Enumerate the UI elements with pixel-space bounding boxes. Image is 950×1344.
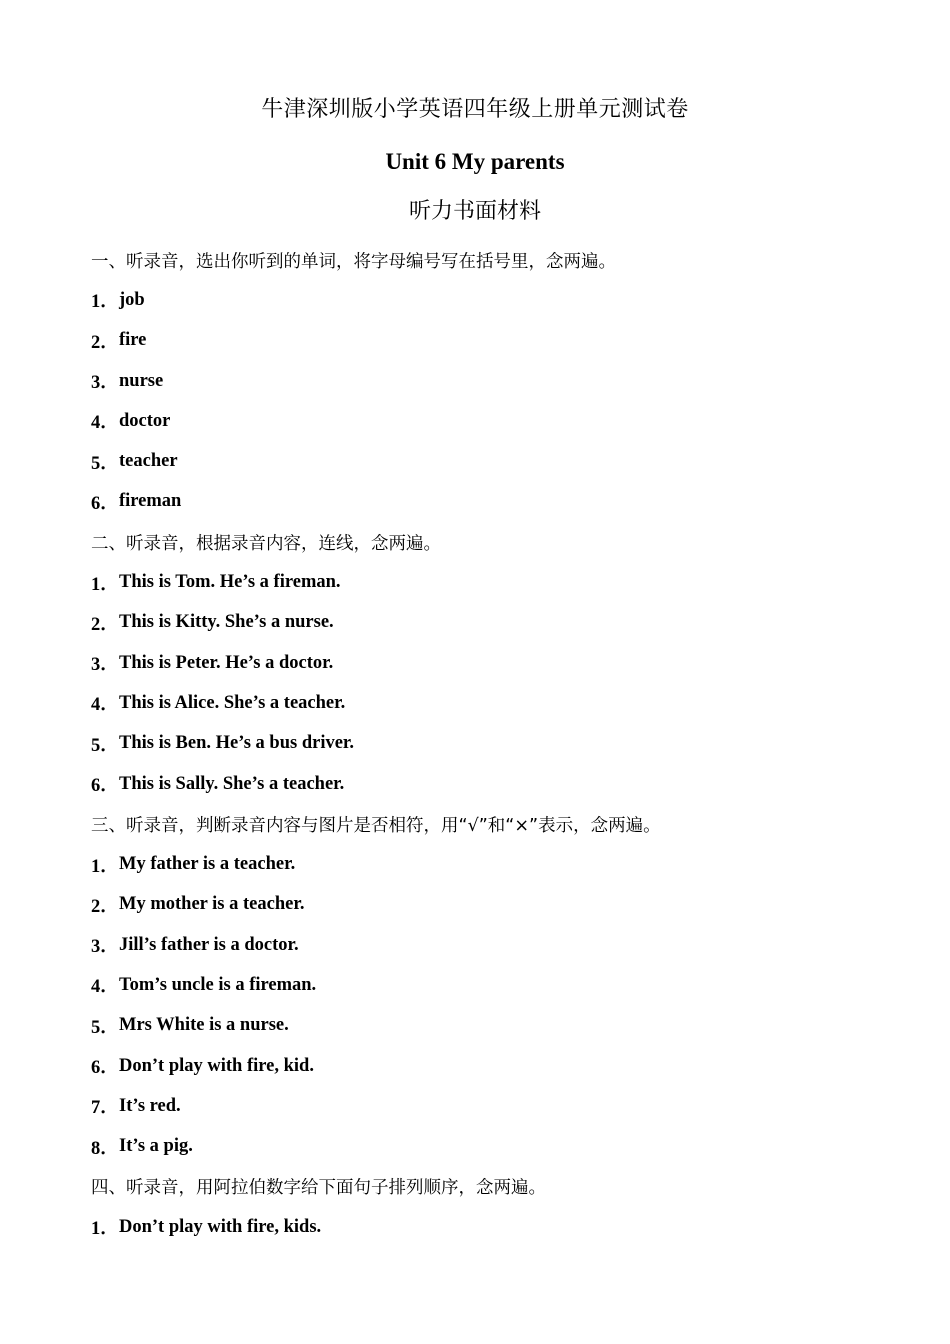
item-number: 6． <box>91 1058 119 1079</box>
list-item <box>91 401 891 441</box>
item-text: nurse <box>119 370 164 391</box>
section-heading: 四、听录音，用阿拉伯数字给下面句子排列顺序，念两遍。 <box>91 1178 546 1199</box>
item-number: 1． <box>91 1219 119 1240</box>
item-number: 5． <box>91 453 119 474</box>
list-item <box>91 361 891 401</box>
item-number: 4． <box>91 695 119 716</box>
list-item <box>91 885 891 925</box>
list-item <box>91 1006 891 1046</box>
list-item <box>91 1046 891 1086</box>
list-item <box>91 562 891 602</box>
item-number: 2． <box>91 332 119 353</box>
item-text: This is Tom. He’s a fireman. <box>119 572 341 593</box>
document-title: 牛津深圳版小学英语四年级上册单元测试卷 <box>261 97 689 122</box>
list-item <box>91 1207 891 1247</box>
list-item <box>91 925 891 965</box>
item-number: 6． <box>91 776 119 796</box>
item-text: job <box>119 289 145 310</box>
item-number: 1． <box>91 292 119 313</box>
item-number: 2． <box>91 614 119 635</box>
item-number: 5． <box>91 1017 119 1038</box>
list-item <box>91 603 891 643</box>
item-number: 3． <box>91 937 119 958</box>
list-item <box>91 441 891 481</box>
item-number: 5． <box>91 735 119 756</box>
unit-title: Unit 6 My parents <box>385 149 565 174</box>
list-item <box>91 965 891 1005</box>
content-body <box>91 240 891 1247</box>
list-item <box>91 683 891 723</box>
list-item <box>91 280 891 320</box>
item-text: Mrs White is a nurse. <box>119 1015 289 1036</box>
item-text: This is Kitty. She’s a nurse. <box>119 612 334 633</box>
item-text: My father is a teacher. <box>119 854 296 875</box>
item-text: This is Peter. He’s a doctor. <box>119 652 334 673</box>
item-text: Don’t play with fire, kid. <box>119 1055 314 1076</box>
list-item <box>91 764 891 804</box>
section-heading: 一、听录音，选出你听到的单词，将字母编号写在括号里，念两遍。 <box>91 251 616 272</box>
item-text: This is Sally. She’s a teacher. <box>119 773 345 794</box>
item-text: It’s red. <box>119 1095 181 1116</box>
section-heading: 二、听录音，根据录音内容，连线，念两遍。 <box>91 533 441 554</box>
item-number: 3． <box>91 655 119 676</box>
item-text: doctor <box>119 410 171 431</box>
list-item <box>91 1086 891 1126</box>
item-text: Don’t play with fire, kids. <box>119 1216 322 1237</box>
item-text: My mother is a teacher. <box>119 894 305 915</box>
list-item <box>91 643 891 683</box>
item-text: fire <box>119 330 147 351</box>
item-text: This is Alice. She’s a teacher. <box>119 692 346 713</box>
list-item <box>91 724 891 764</box>
item-text: It’s a pig. <box>119 1136 193 1157</box>
list-item <box>91 1127 891 1167</box>
list-item <box>91 844 891 884</box>
list-item <box>91 321 891 361</box>
item-number: 1． <box>91 574 119 595</box>
item-number: 4． <box>91 977 119 998</box>
item-text: This is Ben. He’s a bus driver. <box>119 733 355 754</box>
list-item <box>91 482 891 522</box>
item-number: 7． <box>91 1098 119 1119</box>
item-number: 8． <box>91 1138 119 1159</box>
item-text: fireman <box>119 491 182 512</box>
item-text: Jill’s father is a doctor. <box>119 934 299 955</box>
item-number: 4． <box>91 413 119 434</box>
item-text: Tom’s uncle is a fireman. <box>119 974 317 995</box>
section-heading: 三、听录音，判断录音内容与图片是否相符，用“√”和“×”表示，念两遍。 <box>91 815 661 836</box>
item-text: teacher <box>119 451 178 472</box>
document-subtitle: 听力书面材料 <box>408 199 541 224</box>
item-number: 2． <box>91 896 119 917</box>
item-number: 6． <box>91 493 119 514</box>
item-number: 3． <box>91 373 119 394</box>
item-number: 1． <box>91 856 119 877</box>
